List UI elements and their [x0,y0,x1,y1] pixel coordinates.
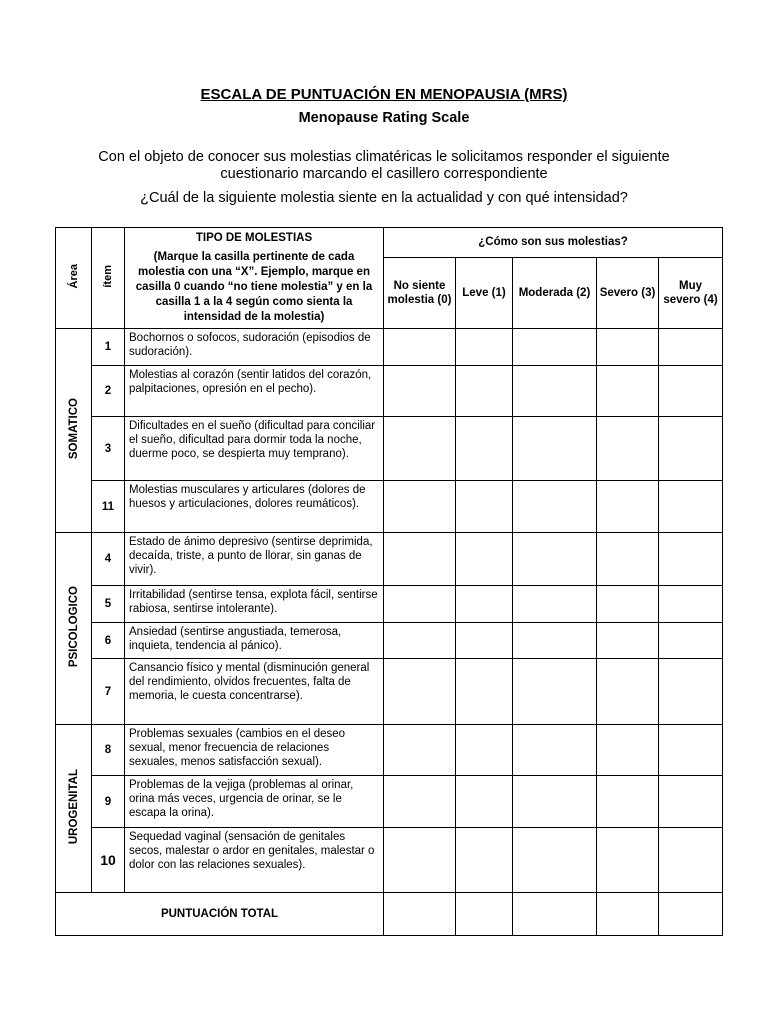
answer-cell[interactable] [659,828,723,893]
answer-cell[interactable] [597,725,659,776]
table-row [56,366,723,417]
answer-cell[interactable] [659,481,723,533]
answer-cell[interactable] [513,623,597,659]
item-number: 6 [92,623,125,659]
scale-0-header: No siente molestia (0) [384,257,456,328]
area-somatico: SOMATICO [56,329,92,533]
table-row [56,725,723,776]
answer-cell[interactable] [659,776,723,828]
answer-cell[interactable] [513,659,597,725]
answer-cell[interactable] [384,776,456,828]
total-cell[interactable] [456,893,513,936]
answer-cell[interactable] [597,366,659,417]
item-description: Bochornos o sofocos, sudoración (episodios de sudoración). [125,329,384,366]
item-number: 9 [92,776,125,828]
answer-cell[interactable] [456,533,513,586]
item-number: 3 [92,417,125,481]
answer-cell[interactable] [384,659,456,725]
answer-cell[interactable] [456,828,513,893]
answer-cell[interactable] [659,417,723,481]
mrs-table [55,227,723,936]
answer-cell[interactable] [659,659,723,725]
item-description: Estado de ánimo depresivo (sentirse deprimida, decaída, triste, a punto de llorar, sin ganas de vivir). [125,533,384,586]
document-title: ESCALA DE PUNTUACIÓN EN MENOPAUSIA (MRS) [200,86,568,103]
answer-cell[interactable] [513,828,597,893]
answer-cell[interactable] [456,586,513,623]
answer-cell[interactable] [456,329,513,366]
total-label: PUNTUACIÓN TOTAL [56,893,384,936]
answer-cell[interactable] [456,725,513,776]
answer-cell[interactable] [597,659,659,725]
table-row [56,417,723,481]
area-psicologico: PSICOLOGICO [56,533,92,725]
header-row [56,228,723,258]
item-description: Sequedad vaginal (sensación de genitales secos, malestar o ardor en genitales, malestar o dolor con las relaciones sexuales). [125,828,384,893]
answer-cell[interactable] [659,623,723,659]
answer-cell[interactable] [597,533,659,586]
table-row [56,623,723,659]
answer-cell[interactable] [659,329,723,366]
item-description: Dificultades en el sueño (dificultad para conciliar el sueño, dificultad para dormir toda la noche, duerme poco, se despierta muy temprano). [125,417,384,481]
answer-cell[interactable] [456,776,513,828]
total-cell[interactable] [659,893,723,936]
tipo-title: TIPO DE MOLESTIAS [195,232,313,244]
answer-cell[interactable] [384,623,456,659]
total-row [56,893,723,936]
item-description: Cansancio físico y mental (disminución general del rendimiento, olvidos frecuentes, falta de memoria, le cuesta concentrarse). [125,659,384,725]
item-number: 11 [92,481,125,533]
item-header: ítem [92,228,125,329]
answer-cell[interactable] [384,417,456,481]
total-cell[interactable] [513,893,597,936]
question-text: ¿Cuál de la siguiente molestia siente en la actualidad y con qué intensidad? [140,190,628,206]
answer-cell[interactable] [659,725,723,776]
answer-cell[interactable] [659,586,723,623]
answer-cell[interactable] [384,725,456,776]
answer-cell[interactable] [384,329,456,366]
answer-cell[interactable] [513,417,597,481]
answer-cell[interactable] [659,533,723,586]
answer-cell[interactable] [456,417,513,481]
answer-cell[interactable] [513,533,597,586]
area-urogenital: UROGENITAL [56,725,92,893]
item-description: Irritabilidad (sentirse tensa, explota fácil, sentirse rabiosa, sentirse intolerante). [125,586,384,623]
answer-cell[interactable] [597,481,659,533]
answer-cell[interactable] [513,366,597,417]
item-number: 10 [92,828,125,893]
item-number: 5 [92,586,125,623]
answer-cell[interactable] [384,533,456,586]
answer-cell[interactable] [384,366,456,417]
item-description: Molestias musculares y articulares (dolores de huesos y articulaciones, dolores reumáticos). [125,481,384,533]
table-row [56,776,723,828]
item-number: 4 [92,533,125,586]
answer-cell[interactable] [597,417,659,481]
total-cell[interactable] [597,893,659,936]
table-row [56,329,723,366]
table-row [56,659,723,725]
intro-text: Con el objeto de conocer sus molestias climatéricas le solicitamos responder el siguiente cuestionario marcando el casillero correspondiente [98,149,670,182]
answer-cell[interactable] [384,828,456,893]
answer-cell[interactable] [384,481,456,533]
scale-3-header: Severo (3) [597,257,659,328]
answer-cell[interactable] [597,776,659,828]
answer-cell[interactable] [659,366,723,417]
answer-cell[interactable] [456,366,513,417]
answer-cell[interactable] [597,329,659,366]
scale-4-header: Muy severo (4) [659,257,723,328]
answer-cell[interactable] [384,586,456,623]
answer-cell[interactable] [513,481,597,533]
item-description: Ansiedad (sentirse angustiada, temerosa, inquieta, tendencia al pánico). [125,623,384,659]
item-number: 2 [92,366,125,417]
table-row [56,828,723,893]
answer-cell[interactable] [597,586,659,623]
answer-cell[interactable] [597,623,659,659]
how-header: ¿Cómo son sus molestias? [384,228,723,258]
document-subtitle: Menopause Rating Scale [298,110,470,126]
answer-cell[interactable] [513,776,597,828]
table-row [56,533,723,586]
answer-cell[interactable] [513,329,597,366]
item-number: 7 [92,659,125,725]
area-header: Área [56,228,92,329]
answer-cell[interactable] [456,659,513,725]
answer-cell[interactable] [456,481,513,533]
scale-1-header: Leve (1) [456,257,513,328]
answer-cell[interactable] [513,586,597,623]
item-description: Molestias al corazón (sentir latidos del corazón, palpitaciones, opresión en el pecho). [125,366,384,417]
answer-cell[interactable] [513,725,597,776]
tipo-instruction: (Marque la casilla pertinente de cada molestia con una “X”. Ejemplo, marque en casilla 0 cuando “no tiene molestia” y en la casilla 1 a la 4 según como sienta la intensidad de la molestia) [135,251,373,323]
table-row [56,586,723,623]
answer-cell[interactable] [456,623,513,659]
tipo-header [125,228,384,329]
item-description: Problemas sexuales (cambios en el deseo sexual, menor frecuencia de relaciones sexuales, menos satisfacción sexual). [125,725,384,776]
table-row [56,481,723,533]
item-number: 1 [92,329,125,366]
item-number: 8 [92,725,125,776]
total-cell[interactable] [384,893,456,936]
answer-cell[interactable] [597,828,659,893]
scale-2-header: Moderada (2) [513,257,597,328]
item-description: Problemas de la vejiga (problemas al orinar, orina más veces, urgencia de orinar, se le escapa la orina). [125,776,384,828]
